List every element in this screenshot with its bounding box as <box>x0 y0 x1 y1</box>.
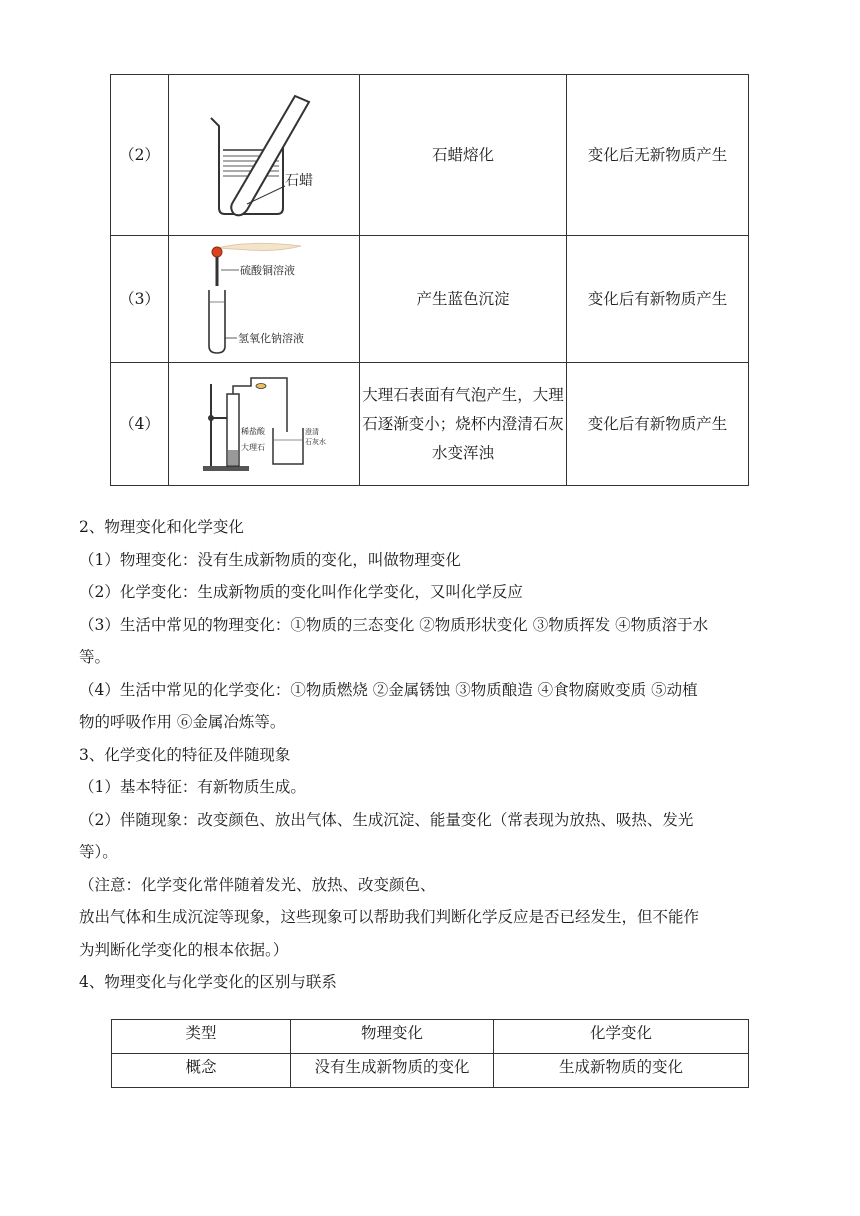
text-line: 等。 <box>79 648 111 666</box>
section-heading-4: 4、物理变化与化学变化的区别与联系 <box>79 973 337 991</box>
limewater-label: 石灰水 <box>305 438 326 446</box>
text-line: （4）生活中常见的化学变化：①物质燃烧 ②金属锈蚀 ③物质酿造 ④食物腐败变质 ⑤动植 <box>79 680 698 699</box>
dropper-test-tube-diagram <box>189 240 339 358</box>
header-cell: 物理变化 <box>291 1020 494 1054</box>
conclusion-cell: 变化后有新物质产生 <box>567 236 749 363</box>
copper-sulfate-label: 硫酸铜溶液 <box>240 264 295 277</box>
comparison-table <box>111 1019 749 1088</box>
table-row <box>112 1054 749 1088</box>
header-cell: 化学变化 <box>494 1020 749 1054</box>
conclusion-cell: 变化后无新物质产生 <box>567 75 749 236</box>
text-line: （2）伴随现象：改变颜色、放出气体、生成沉淀、能量变化（常表现为放热、吸热、发光 <box>79 810 694 829</box>
conclusion-cell: 变化后有新物质产生 <box>567 363 749 486</box>
text-line: 等）。 <box>79 843 118 861</box>
clear-label: 澄清 <box>305 428 319 436</box>
section-heading-2: 2、物理变化和化学变化 <box>79 518 244 536</box>
text-line: （1）物理变化：没有生成新物质的变化，叫做物理变化 <box>79 550 461 569</box>
body-text <box>79 511 784 999</box>
text-line: 放出气体和生成沉淀等现象，这些现象可以帮助我们判断化学反应是否已经发生，但不能作 <box>79 908 700 926</box>
experiment-table <box>110 74 749 486</box>
paraffin-label: 石蜡 <box>285 173 313 189</box>
gas-apparatus-diagram <box>189 372 339 476</box>
experiment-image-cell <box>169 363 360 486</box>
table-row <box>111 236 749 363</box>
text-line: （1）基本特征：有新物质生成。 <box>79 778 306 796</box>
marble-label: 大理石 <box>241 443 265 452</box>
text-line: （注意：化学变化常伴随着发光、放热、改变颜色、 <box>79 875 436 894</box>
text-line: （2）化学变化：生成新物质的变化叫作化学变化，又叫化学反应 <box>79 583 523 601</box>
row-number: （4） <box>111 363 169 486</box>
hydrochloric-acid-label: 稀盐酸 <box>241 427 265 436</box>
experiment-image-cell <box>169 75 360 236</box>
table-header-row <box>112 1020 749 1054</box>
table-row <box>111 75 749 236</box>
table-cell: 没有生成新物质的变化 <box>291 1054 494 1088</box>
phenomenon-cell: 大理石表面有气泡产生，大理石逐渐变小；烧杯内澄清石灰水变浑浊 <box>360 363 567 486</box>
experiment-image-cell <box>169 236 360 363</box>
row-number: （3） <box>111 236 169 363</box>
text-line: 物的呼吸作用 ⑥金属冶炼等。 <box>79 713 286 731</box>
text-line: （3）生活中常见的物理变化：①物质的三态变化 ②物质形状变化 ③物质挥发 ④物质溶于水 <box>79 615 709 634</box>
table-cell: 生成新物质的变化 <box>494 1054 749 1088</box>
header-cell: 类型 <box>112 1020 291 1054</box>
table-row <box>111 363 749 486</box>
phenomenon-cell: 产生蓝色沉淀 <box>360 236 567 363</box>
row-number: （2） <box>111 75 169 236</box>
section-heading-3: 3、化学变化的特征及伴随现象 <box>79 745 291 764</box>
sodium-hydroxide-label: 氢氧化钠溶液 <box>238 332 304 345</box>
text-line: 为判断化学变化的根本依据。） <box>79 940 289 959</box>
table-cell: 概念 <box>112 1054 291 1088</box>
phenomenon-cell: 石蜡熔化 <box>360 75 567 236</box>
beaker-test-tube-diagram <box>189 90 339 220</box>
